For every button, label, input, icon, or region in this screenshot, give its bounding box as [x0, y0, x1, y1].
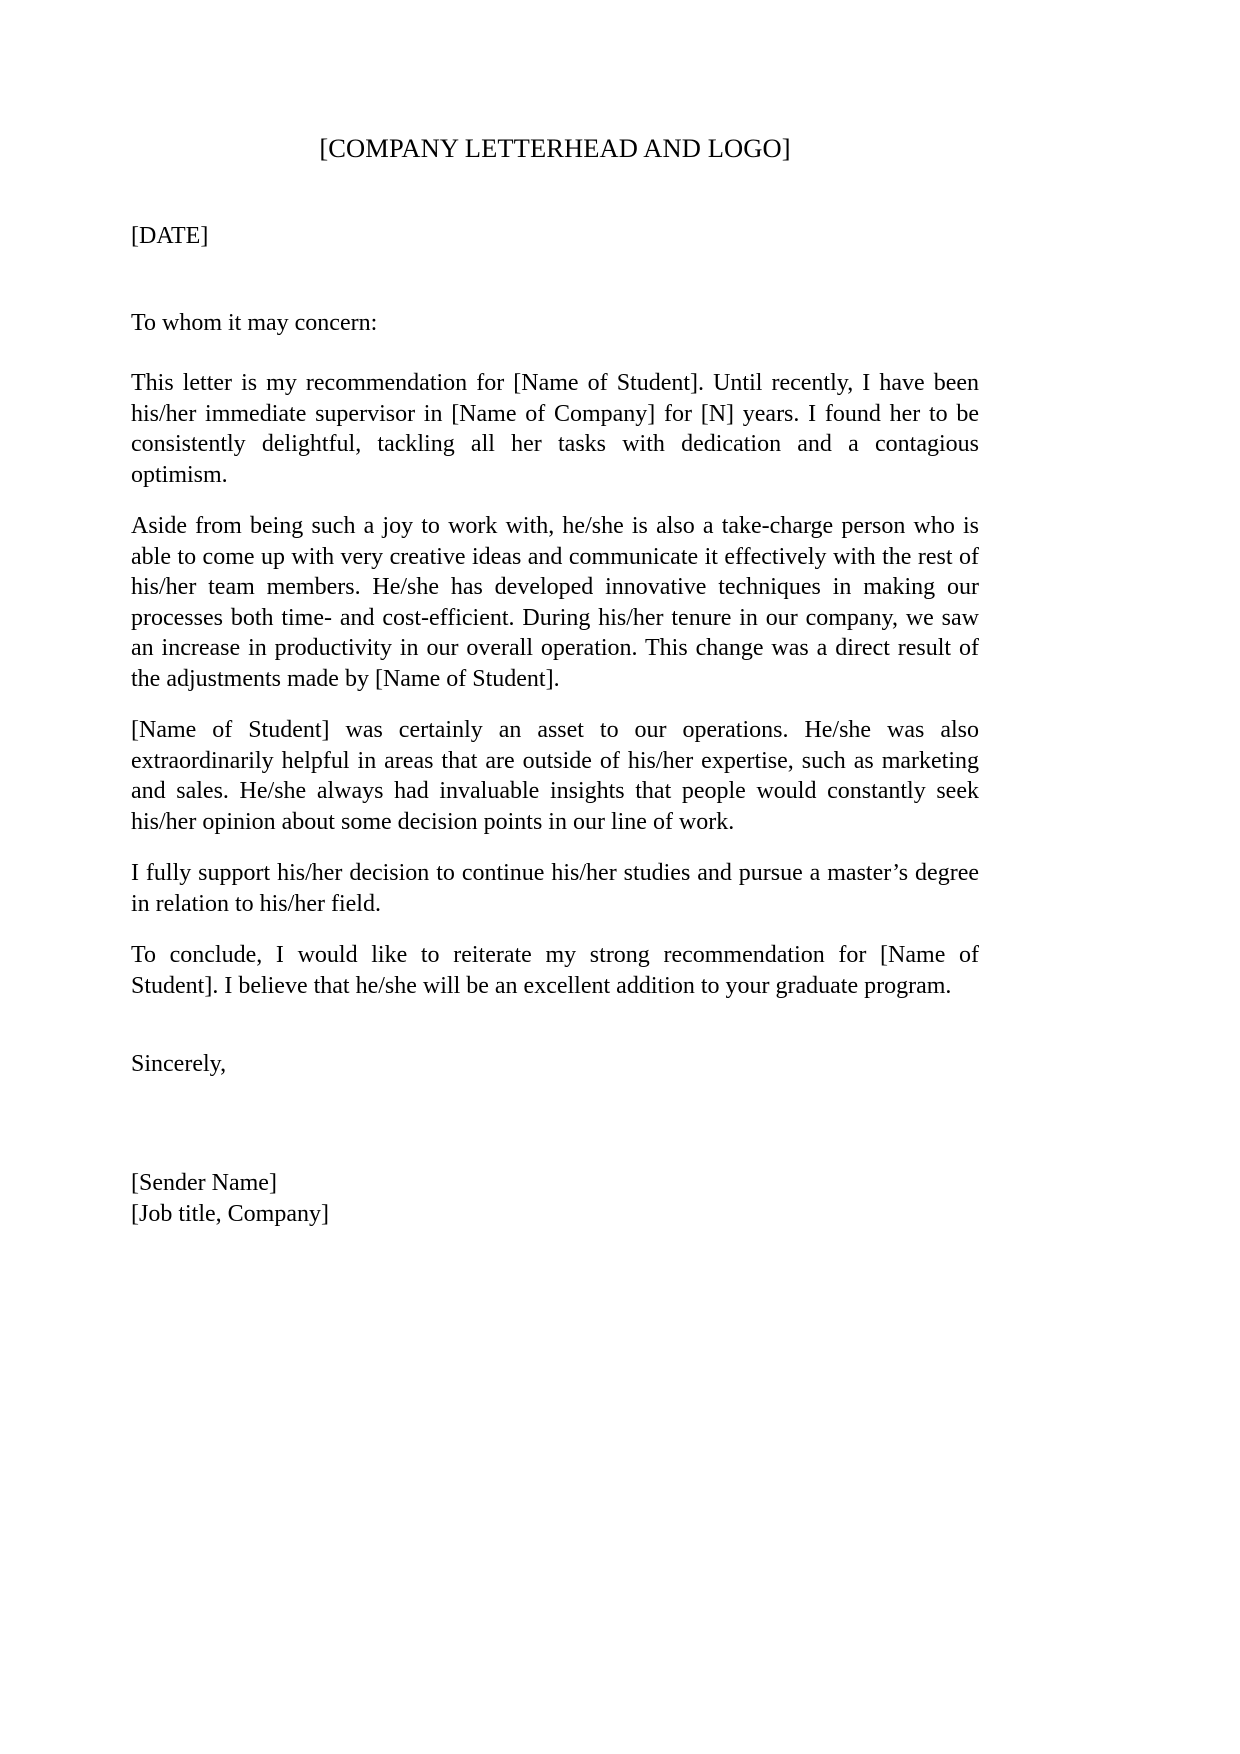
body-paragraph: Aside from being such a joy to work with, he/she is also a take-charge person who is able to come up with very creative ideas and communicate it effectively with the rest of his/her team members. He/she has developed innovative techniques in making our processes both time- and cost-efficient. During his/her tenure in our company, we saw an increase in productivity in our overall operation. This change was a direct result of the adjustments made by [Name of Student]. — [131, 513, 979, 692]
body-paragraph: [Name of Student] was certainly an asset to our operations. He/she was also extraordinarily helpful in areas that are outside of his/her expertise, such as marketing and sales. He/she always had invaluable insights that people would constantly seek his/her opinion about some decision points in our line of work. — [131, 717, 979, 835]
signature-block — [131, 1168, 329, 1230]
body-paragraph: To conclude, I would like to reiterate my strong recommendation for [Name of Student]. I believe that he/she will be an excellent addition to your graduate program. — [131, 942, 979, 999]
body-paragraph: This letter is my recommendation for [Name of Student]. Until recently, I have been his/her immediate supervisor in [Name of Company] for [N] years. I found her to be consistently delightful, tackling all her tasks with dedication and a contagious optimism. — [131, 370, 979, 488]
company-letterhead-placeholder: [COMPANY LETTERHEAD AND LOGO] — [319, 133, 791, 163]
sender-title-placeholder: [Job title, Company] — [131, 1201, 329, 1227]
salutation: To whom it may concern: — [131, 310, 378, 336]
closing-salutation: Sincerely, — [131, 1051, 227, 1077]
sender-name-placeholder: [Sender Name] — [131, 1170, 277, 1196]
date-placeholder: [DATE] — [131, 223, 209, 249]
body-paragraph: I fully support his/her decision to continue his/her studies and pursue a master’s degree in relation to his/her field. — [131, 860, 979, 917]
letter-body — [131, 368, 979, 1001]
